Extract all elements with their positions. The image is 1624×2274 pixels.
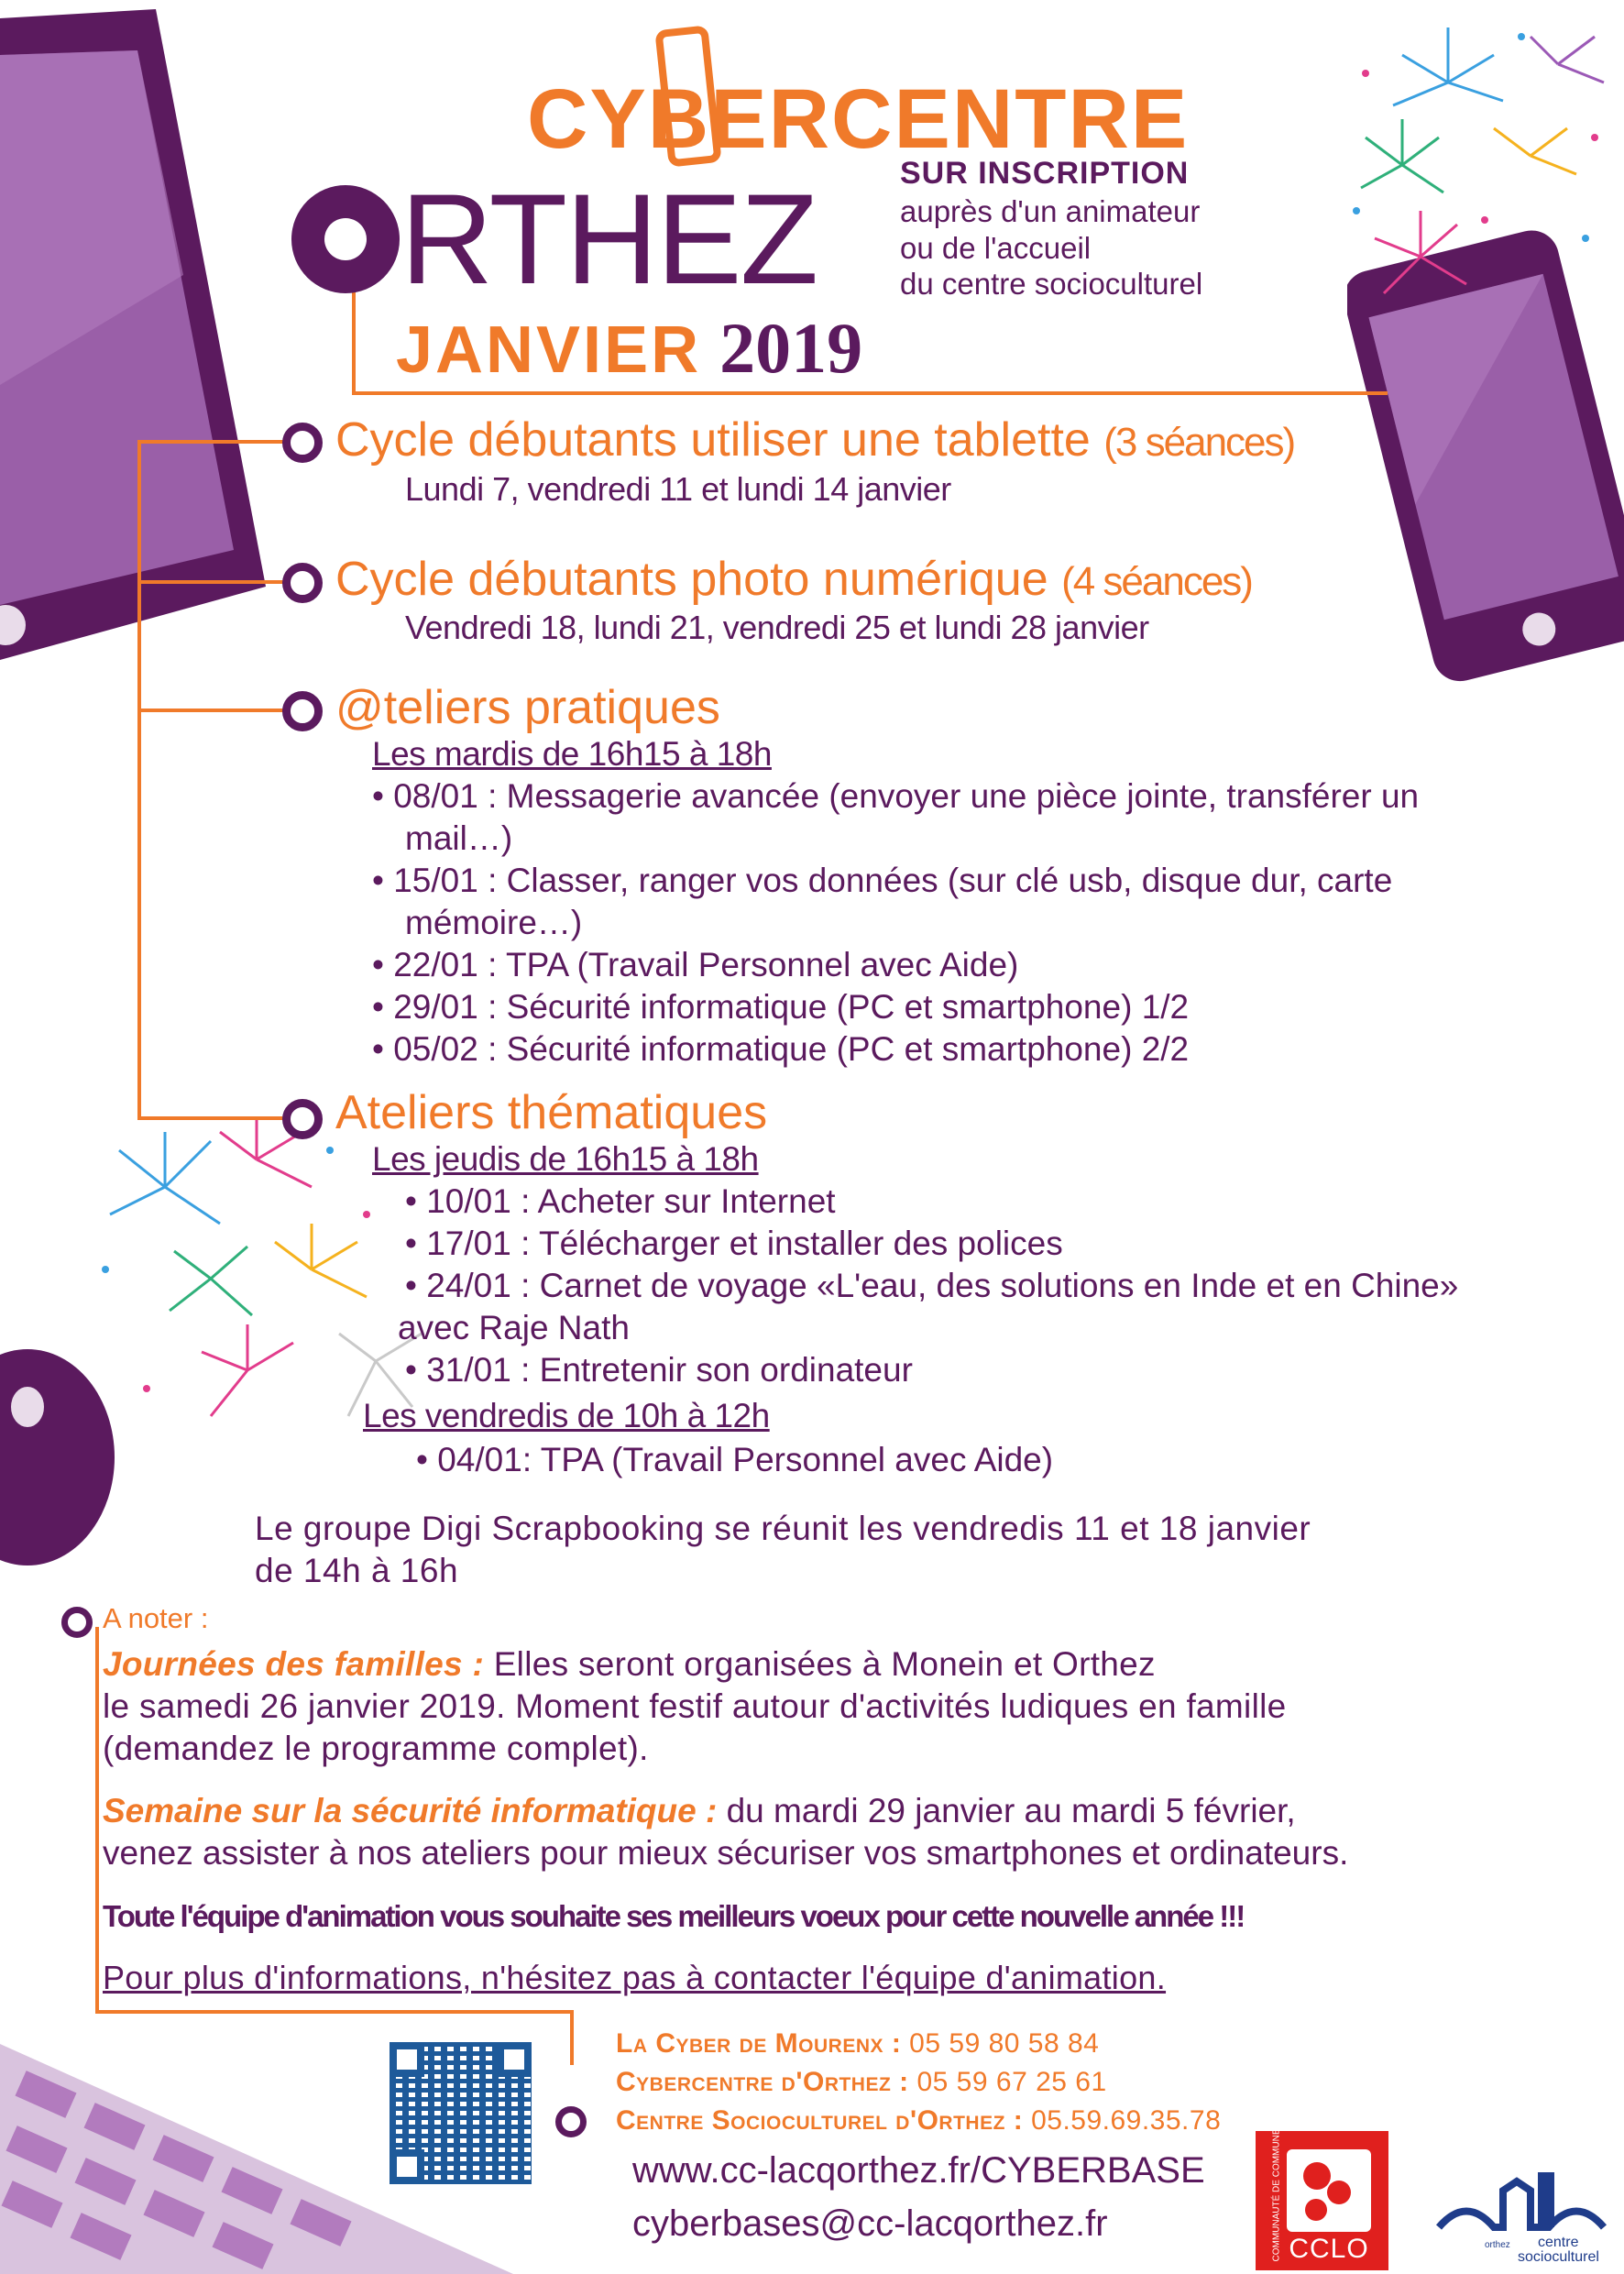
list-item: • 31/01 : Entretenir son ordinateur [405,1351,913,1389]
familles-title: Journées des familles : [103,1645,485,1683]
cclo-logo-text: CCLO [1289,2234,1369,2264]
contact-phone[interactable]: 05.59.69.35.78 [1023,2105,1222,2136]
list-item: • 10/01 : Acheter sur Internet [405,1182,836,1220]
ateliers-thematiques-vendredi-list [416,1439,1516,1481]
orthez-title: RTHEZ [401,167,817,311]
contact-mourenx [616,2028,1099,2060]
orthez-small-text: orthez [1485,2240,1510,2250]
section-title-tablette [335,412,1294,467]
inscription-line: ou de l'accueil [900,231,1092,265]
bullet-node [555,2106,587,2137]
section-note: (4 séances) [1061,559,1252,604]
list-item: mail…) [405,819,513,857]
securite-title: Semaine sur la sécurité informatique : [103,1792,718,1829]
section-title-text: Cycle débutants photo numérique [335,553,1062,606]
month-year [396,307,862,390]
contact-name: La Cyber de Mourenx : [616,2028,902,2059]
list-item: • 04/01: TPA (Travail Personnel avec Aide) [416,1441,1054,1478]
contact-name: Centre Socioculturel d'Orthez : [616,2105,1024,2136]
ateliers-pratiques-list [372,775,1619,1071]
list-item: • 17/01 : Télécharger et installer des polices [405,1225,1063,1262]
cybercentre-title: CYBERCENTRE [527,72,1190,166]
schedule-mardis: Les mardis de 16h15 à 18h [372,735,772,773]
familles-line-2: le samedi 26 janvier 2019. Moment festif autour d'activités ludiques en famille [103,1687,1287,1725]
connector-line [137,709,293,712]
list-item: • 22/01 : TPA (Travail Personnel avec Aide) [372,946,1019,983]
voeux-text: Toute l'équipe d'animation vous souhaite ses meilleurs voeux pour cette nouvelle année !!! [103,1899,1245,1933]
qr-code[interactable] [390,2042,532,2184]
connector-line [137,1116,293,1120]
scrapbooking-line: de 14h à 16h [255,1552,459,1589]
list-item: • 15/01 : Classer, ranger vos données (sur clé usb, disque dur, carte [372,862,1393,899]
fireworks-decoration [1347,18,1622,312]
securite-line-2: venez assister à nos ateliers pour mieux sécuriser vos smartphones et ordinateurs. [103,1834,1349,1872]
section-title-text: Cycle débutants utiliser une tablette [335,413,1104,467]
section-title-photo [335,552,1252,607]
bullet-node [282,691,323,731]
list-item: avec Raje Nath [398,1309,630,1346]
list-item: • 08/01 : Messagerie avancée (envoyer une pièce jointe, transférer un [372,777,1420,815]
ateliers-thematiques-jeudi-list [398,1181,1615,1391]
inscription-line: du centre socioculturel [900,267,1203,301]
website-link[interactable]: www.cc-lacqorthez.fr/CYBERBASE [632,2150,1205,2191]
inscription-title: SUR INSCRIPTION [900,156,1190,191]
centre-socioculturel-logo [1430,2163,1613,2269]
inscription-line: auprès d'un animateur [900,194,1201,228]
securite-text: du mardi 29 janvier au mardi 5 février, [717,1792,1296,1829]
connector-line [95,2010,572,2014]
section-title-ateliers-pratiques: @teliers pratiques [335,681,720,734]
schedule-vendredis: Les vendredis de 10h à 12h [363,1397,770,1434]
connector-line [137,440,141,1118]
list-item: mémoire…) [405,904,583,941]
bullet-node [282,563,323,603]
bullet-node [282,423,323,463]
section-note: (3 séances) [1103,420,1295,465]
section-title-ateliers-thematiques: Ateliers thématiques [335,1086,768,1139]
cclo-side-text: COMMUNAUTÉ DE COMMUNES LACQ-ORTHEZ [1271,2054,1282,2262]
socioculturel-text: socioculturel [1518,2249,1599,2265]
connector-line [352,391,1388,395]
list-item: • 29/01 : Sécurité informatique (PC et smartphone) 1/2 [372,988,1190,1026]
contact-cybercentre [616,2067,1107,2098]
centre-text: centre [1538,2235,1579,2250]
email-link[interactable]: cyberbases@cc-lacqorthez.fr [632,2203,1108,2244]
connector-line [570,2010,574,2065]
securite-line-1 [103,1790,1296,1832]
familles-text: Elles seront organisées à Monein et Orthez [484,1645,1156,1683]
connector-line [137,580,293,584]
orthez-o-inner [324,218,367,260]
scrapbooking-line: Le groupe Digi Scrapbooking se réunit les vendredis 11 et 18 janvier [255,1510,1311,1547]
connector-line [95,1627,99,2012]
contact-centre-socioculturel [616,2105,1221,2137]
connector-line [137,440,293,444]
cclo-logo [1256,2054,1388,2270]
familles-line-3: (demandez le programme complet). [103,1730,649,1767]
list-item: • 05/02 : Sécurité informatique (PC et smartphone) 2/2 [372,1030,1190,1068]
familles-line-1 [103,1643,1156,1686]
contact-phone[interactable]: 05 59 67 25 61 [908,2067,1107,2097]
bridge-icon [1430,2163,1613,2236]
year: 2019 [719,308,863,388]
contact-name: Cybercentre d'Orthez : [616,2067,909,2097]
dates-tablette: Lundi 7, vendredi 11 et lundi 14 janvier [405,470,951,508]
contact-phone[interactable]: 05 59 80 58 84 [901,2028,1100,2059]
notes-label: A noter : [103,1602,209,1634]
info-link[interactable]: Pour plus d'informations, n'hésitez pas à contacter l'équipe d'animation. [103,1959,1167,1996]
dates-photo: Vendredi 18, lundi 21, vendredi 25 et lundi 28 janvier [405,609,1149,646]
bullet-node [61,1607,93,1638]
bullet-node [282,1099,323,1139]
schedule-jeudis: Les jeudis de 16h15 à 18h [372,1140,759,1178]
list-item: • 24/01 : Carnet de voyage «L'eau, des solutions en Inde et en Chine» [405,1267,1459,1304]
month: JANVIER [396,313,702,387]
